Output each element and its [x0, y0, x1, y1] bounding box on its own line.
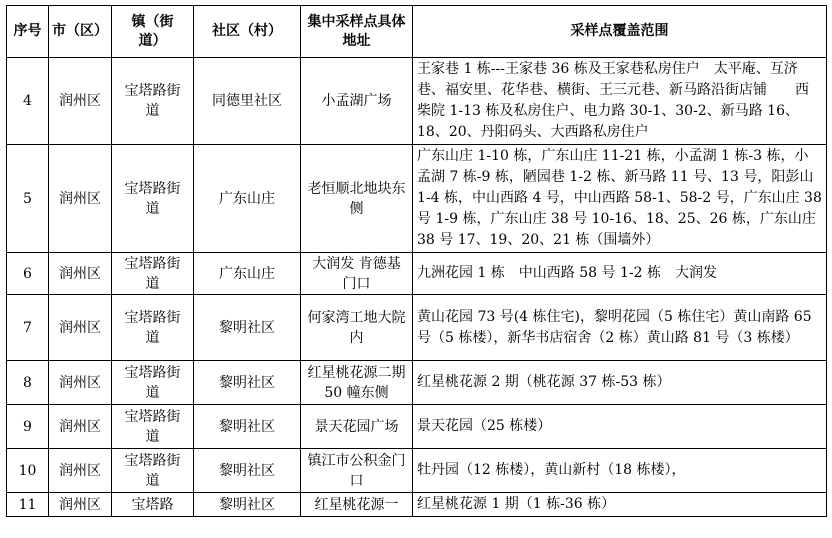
table-row	[7, 449, 827, 493]
cell-community: 同德里社区	[194, 58, 301, 145]
cell-town	[112, 58, 194, 145]
table-row	[7, 295, 827, 361]
cell-coverage: 红星桃花源 2 期（桃花源 37 栋-53 栋）	[413, 361, 827, 405]
cell-coverage: 景天花园（25 栋楼）	[413, 405, 827, 449]
cell-town-text: 宝塔路街道	[124, 309, 181, 346]
cell-city: 润州区	[49, 253, 112, 295]
table-header-row	[7, 6, 827, 58]
cell-community: 黎明社区	[194, 493, 301, 517]
cell-town-text: 宝塔路街道	[124, 83, 181, 119]
cell-town	[112, 405, 194, 449]
cell-index: 5	[7, 145, 49, 253]
cell-site-text: 大润发 肯德基门口	[312, 255, 401, 292]
cell-index: 7	[7, 295, 49, 361]
cell-town-text: 宝塔路街道	[124, 408, 181, 445]
cell-town: 宝塔路	[112, 493, 194, 517]
cell-index: 8	[7, 361, 49, 405]
cell-index: 9	[7, 405, 49, 449]
header-community: 社区（村）	[194, 6, 301, 58]
cell-site	[301, 295, 413, 361]
cell-site: 红星桃花源一	[301, 493, 413, 517]
cell-index: 4	[7, 58, 49, 145]
header-town-label: 镇（街道）	[131, 13, 174, 49]
cell-site	[301, 449, 413, 493]
cell-site-text: 镇江市公积金门口	[307, 452, 406, 489]
cell-site-text: 小孟湖广场	[321, 93, 392, 109]
cell-city: 润州区	[49, 449, 112, 493]
cell-site	[301, 58, 413, 145]
header-coverage: 采样点覆盖范围	[413, 6, 827, 58]
cell-town	[112, 295, 194, 361]
header-index: 序号	[7, 6, 49, 58]
cell-site	[301, 145, 413, 253]
cell-coverage: 九洲花园 1 栋 中山西路 58 号 1-2 栋 大润发	[413, 253, 827, 295]
cell-site	[301, 361, 413, 405]
cell-coverage: 王家巷 1 栋---王家巷 36 栋及王家巷私房住户 太平庵、互济巷、福安里、花华巷、横街、王三元巷、新马路沿街店铺 西柴院 1-13 栋及私房住户、电力路 30-1、30-2、新马路 16、18、20、丹阳码头、大西路私房住户	[413, 58, 827, 145]
cell-coverage: 牡丹园（12 栋楼），黄山新村（18 栋楼），	[413, 449, 827, 493]
cell-town-text: 宝塔路街道	[124, 364, 181, 401]
table-row	[7, 145, 827, 253]
cell-coverage: 黄山花园 73 号(4 栋住宅)，黎明花园（5 栋住宅）黄山南路 65 号（5 栋楼），新华书店宿舍（2 栋）黄山路 81 号（3 栋楼）	[413, 295, 827, 361]
cell-site-text: 景天花园广场	[314, 418, 399, 435]
cell-town	[112, 361, 194, 405]
cell-community: 黎明社区	[194, 361, 301, 405]
cell-site-text: 老恒顺北地块东侧	[307, 180, 406, 217]
cell-community: 黎明社区	[194, 295, 301, 361]
cell-coverage: 红星桃花源 1 期（1 栋-36 栋）	[413, 493, 827, 517]
cell-town-text: 宝塔路街道	[124, 180, 181, 217]
header-site-label: 集中采样点具体地址	[307, 13, 406, 49]
cell-site	[301, 405, 413, 449]
cell-community: 广东山庄	[194, 253, 301, 295]
header-town	[112, 6, 194, 58]
cell-town	[112, 253, 194, 295]
table-row	[7, 493, 827, 517]
cell-town-text: 宝塔路街道	[124, 452, 181, 489]
cell-index: 11	[7, 493, 49, 517]
cell-coverage: 广东山庄 1-10 栋，广东山庄 11-21 栋，小孟湖 1 栋-3 栋，小孟湖 7 栋-9 栋，陋园巷 1-2 栋、新马路 11 号、13 号，阳彭山 1-4 栋，中山西路 4 号，中山西路 58-1、58-2 号，广东山庄 38 号 1-9 栋，广东山庄 38 号 10-16、18、25、26 栋，广东山庄 38 号 17、19、20、21 栋（围墙外）	[413, 145, 827, 253]
cell-site-text: 何家湾工地大院内	[307, 309, 406, 346]
table-row	[7, 253, 827, 295]
table-row	[7, 58, 827, 145]
cell-town-text: 宝塔路街道	[124, 255, 181, 292]
cell-site	[301, 253, 413, 295]
cell-town	[112, 145, 194, 253]
cell-city: 润州区	[49, 58, 112, 145]
header-city: 市（区）	[49, 6, 112, 58]
table-row	[7, 361, 827, 405]
cell-community: 黎明社区	[194, 405, 301, 449]
cell-city: 润州区	[49, 361, 112, 405]
sampling-sites-table	[6, 5, 827, 517]
cell-community: 黎明社区	[194, 449, 301, 493]
cell-index: 6	[7, 253, 49, 295]
header-site	[301, 6, 413, 58]
cell-city: 润州区	[49, 493, 112, 517]
cell-community: 广东山庄	[194, 145, 301, 253]
cell-city: 润州区	[49, 405, 112, 449]
cell-town	[112, 449, 194, 493]
cell-city: 润州区	[49, 295, 112, 361]
table-row	[7, 405, 827, 449]
cell-city: 润州区	[49, 145, 112, 253]
cell-index: 10	[7, 449, 49, 493]
cell-site-text: 红星桃花源二期 50 幢东侧	[307, 364, 406, 401]
